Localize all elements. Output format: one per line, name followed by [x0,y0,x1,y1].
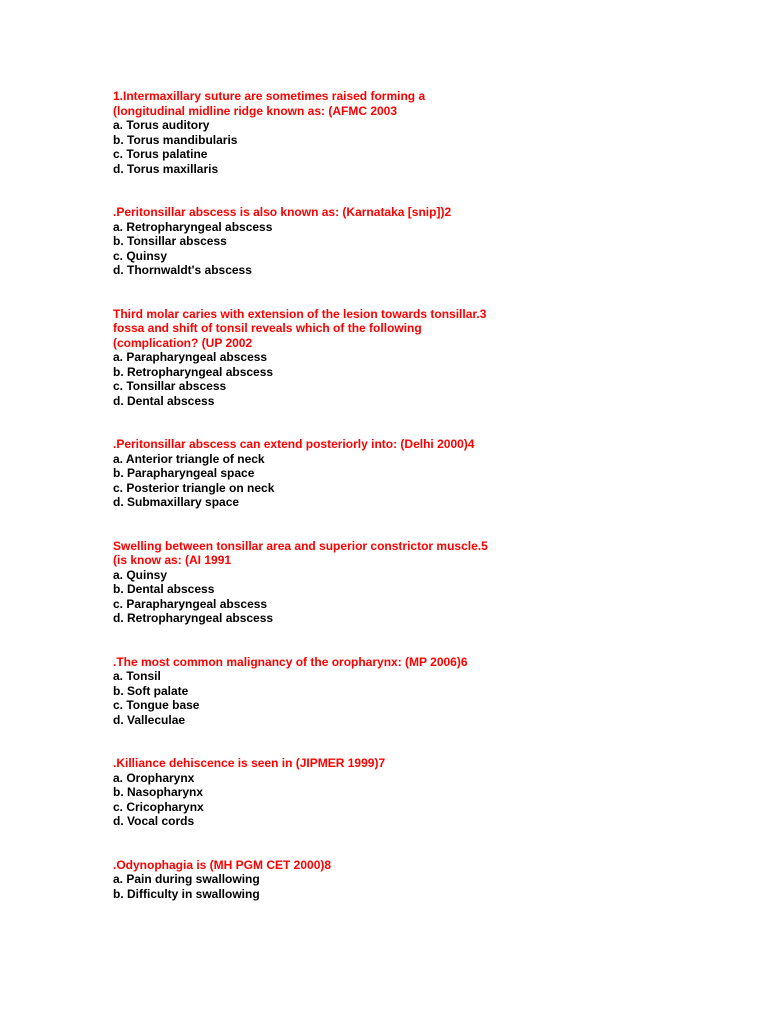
answer-option: b. Parapharyngeal space [113,466,255,480]
answer-option: a. Tonsil [113,669,161,683]
question-stem-line: 1.Intermaxillary suture are sometimes raised forming a [113,89,426,103]
question-stem-line: .The most common malignancy of the oropharynx: (MP 2006)6 [113,654,468,669]
answer-option: c. Torus palatine [113,147,208,161]
question-stem-line: (is know as: (AI 1991 [113,553,232,567]
question-block [113,655,713,728]
question-stem-line: .Peritonsillar abscess can extend posteriorly into: (Delhi 2000)4 [113,437,475,451]
answer-option: d. Torus maxillaris [113,161,219,176]
answer-option: d. Thornwaldt's abscess [113,263,252,277]
answer-option: c. Parapharyngeal abscess [113,596,268,611]
question-block [113,307,713,409]
question-stem-line: Third molar caries with extension of the lesion towards tonsillar.3 [113,306,487,321]
question-block [113,437,713,510]
answer-option: b. Torus mandibularis [113,132,238,147]
answer-option: c. Cricopharynx [113,799,204,814]
document-page [113,89,713,930]
question-block [113,756,713,829]
question-stem-line: fossa and shift of tonsil reveals which of the following [113,321,422,335]
question-block [113,89,713,176]
question-stem-line: .Killiance dehiscence is seen in (JIPMER 1999)7 [113,756,386,770]
question-stem-line: (complication? (UP 2002 [113,335,253,350]
question-stem-line: .Peritonsillar abscess is also known as: (Karnataka [snip])2 [113,205,452,219]
answer-option: a. Torus auditory [113,118,210,132]
question-block [113,858,713,902]
answer-option: c. Quinsy [113,248,168,263]
question-stem-line: .Odynophagia is (MH PGM CET 2000)8 [113,857,332,872]
answer-option: a. Quinsy [113,567,168,582]
answer-option: b. Retropharyngeal abscess [113,364,274,379]
answer-option: b. Tonsillar abscess [113,234,227,248]
answer-option: c. Posterior triangle on neck [113,480,275,495]
answer-option: a. Oropharynx [113,770,195,785]
answer-option: a. Pain during swallowing [113,872,260,886]
answer-option: a. Retropharyngeal abscess [113,219,273,234]
question-block [113,205,713,278]
answer-option: d. Dental abscess [113,393,215,408]
answer-option: b. Soft palate [113,683,189,698]
question-stem-line: Swelling between tonsillar area and superior constrictor muscle.5 [113,538,488,553]
answer-option: a. Anterior triangle of neck [113,451,265,466]
answer-option: c. Tongue base [113,698,200,712]
answer-option: a. Parapharyngeal abscess [113,350,268,364]
question-block [113,539,713,626]
answer-option: b. Dental abscess [113,582,215,596]
answer-option: b. Difficulty in swallowing [113,886,260,901]
answer-option: b. Nasopharynx [113,785,204,799]
answer-option: d. Submaxillary space [113,495,240,509]
question-stem-line: (longitudinal midline ridge known as: (AFMC 2003 [113,103,398,118]
answer-option: d. Vocal cords [113,814,195,828]
answer-option: c. Tonsillar abscess [113,379,227,393]
answer-option: d. Retropharyngeal abscess [113,611,274,625]
answer-option: d. Valleculae [113,712,186,727]
